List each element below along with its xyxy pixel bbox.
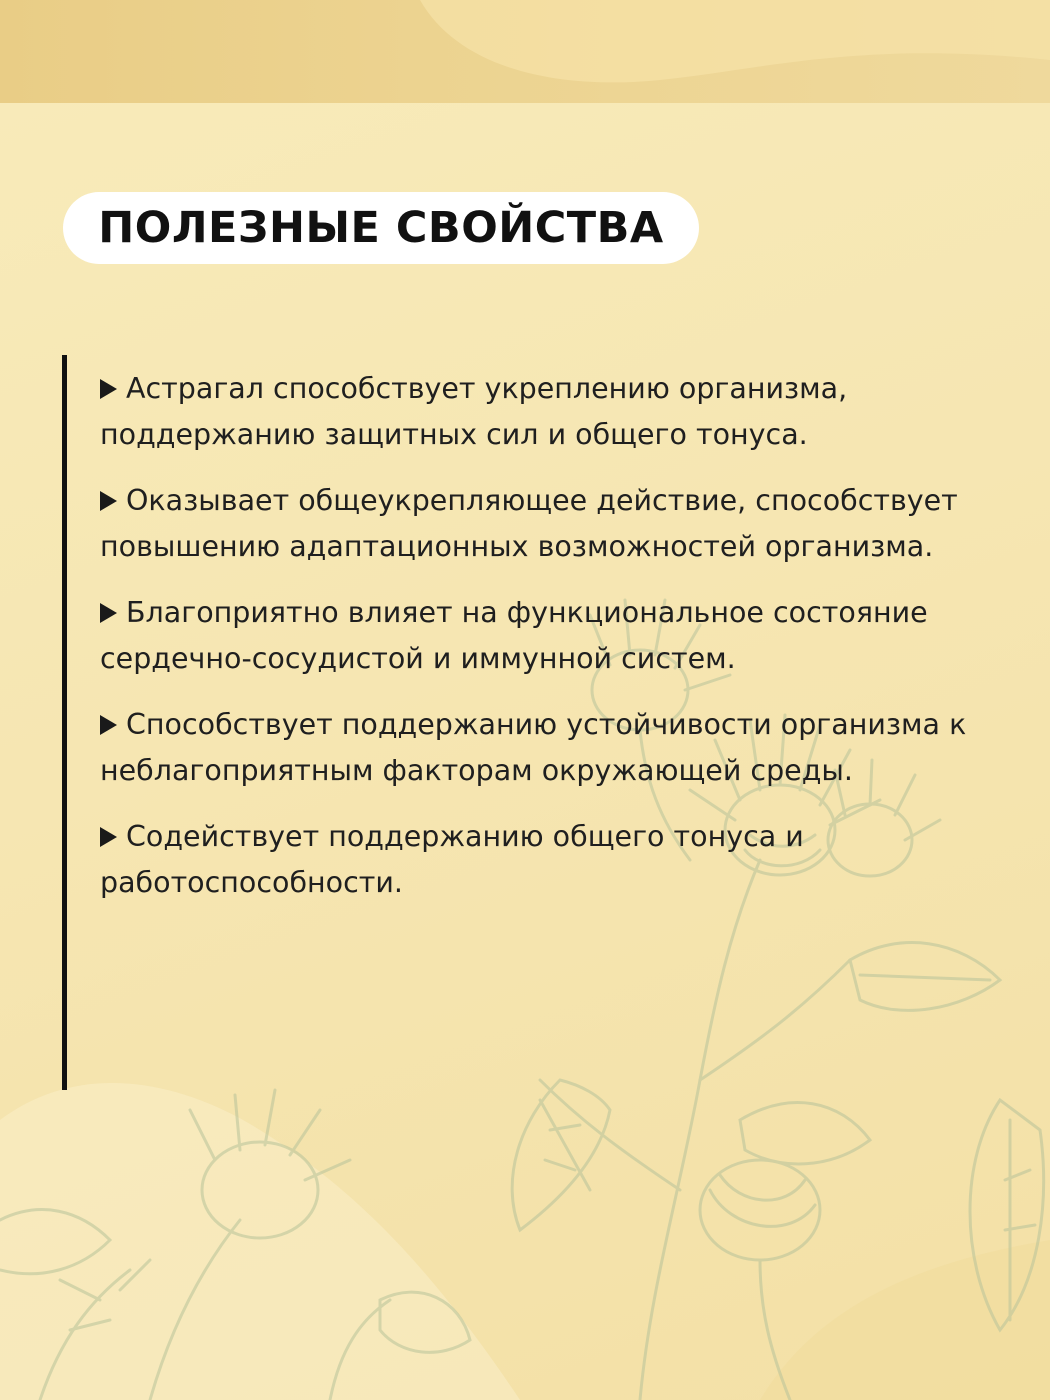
benefit-text: Оказывает общеукрепляющее действие, способствует повышению адаптационных возможностей организма. <box>100 484 958 563</box>
list-item <box>100 702 1000 793</box>
list-item <box>100 590 1000 681</box>
benefit-text: Астрагал способствует укреплению организма, поддержанию защитных сил и общего тонуса. <box>100 372 848 451</box>
page-title: ПОЛЕЗНЫЕ СВОЙСТВА <box>98 202 664 253</box>
list-item <box>100 478 1000 569</box>
benefit-text: Содействует поддержанию общего тонуса и работоспособности. <box>100 820 804 899</box>
triangle-right-icon <box>100 379 117 399</box>
triangle-right-icon <box>100 603 117 623</box>
list-item <box>100 366 1000 457</box>
list-item <box>100 814 1000 905</box>
benefits-list <box>100 366 1000 926</box>
benefit-text: Благоприятно влияет на функциональное состояние сердечно-сосудистой и иммунной систем. <box>100 596 928 675</box>
triangle-right-icon <box>100 827 117 847</box>
benefit-text: Способствует поддержанию устойчивости организма к неблагоприятным факторам окружающей среды. <box>100 708 967 787</box>
title-pill <box>63 192 699 264</box>
triangle-right-icon <box>100 491 117 511</box>
triangle-right-icon <box>100 715 117 735</box>
accent-vertical-bar <box>62 355 67 1090</box>
